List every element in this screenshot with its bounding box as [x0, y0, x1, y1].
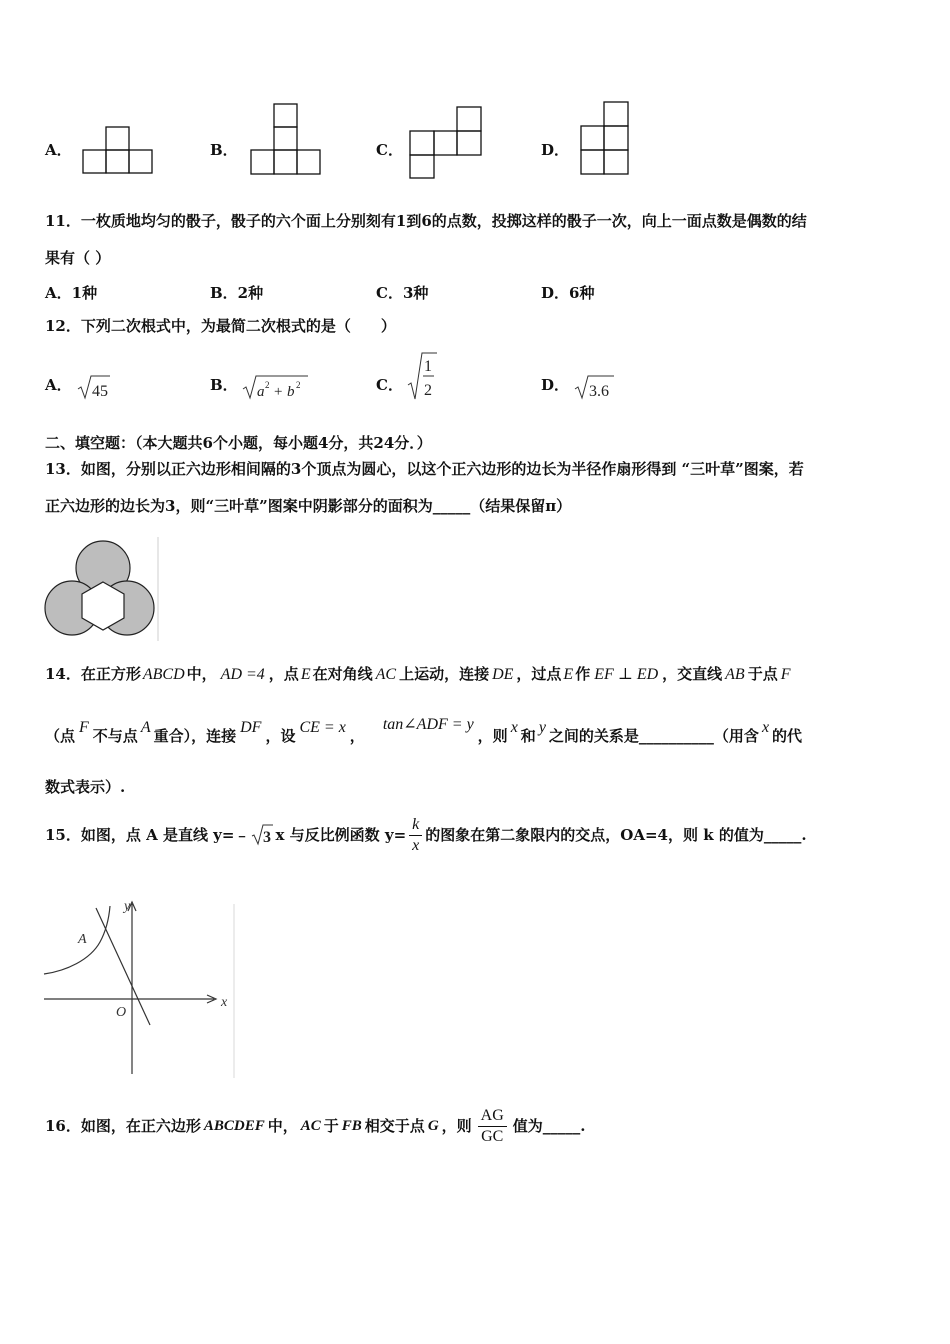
q12-option-b-base-b: b — [287, 384, 295, 400]
q15-text-2: x 与反比例函数 y= — [275, 826, 407, 844]
q15-stem — [45, 810, 807, 860]
q16-math-abcdef: ABCDEF — [203, 1118, 265, 1134]
q16-fraction-denominator: GC — [481, 1127, 504, 1145]
q12-option-c-denominator: 2 — [424, 382, 432, 399]
q15-origin-label: O — [116, 1005, 127, 1020]
q14-text-1: 14．在正方形 — [45, 665, 141, 683]
q10-option-c-figure — [409, 106, 483, 180]
q14-line3: 数式表示）. — [45, 778, 126, 796]
q16-math-g: G — [427, 1118, 439, 1134]
section-2-heading: 二、填空题：（本大题共6个小题，每小题4分，共24分．） — [45, 434, 432, 452]
q11-option-a: A．1种 — [45, 284, 98, 302]
q13-clover-figure — [43, 537, 159, 641]
q15-x-label: x — [221, 995, 228, 1010]
q15-text-1: 15．如图，点 A 是直线 y=﹣ — [45, 826, 250, 844]
q14-line2-text-e: ， — [349, 727, 365, 745]
q16-text-4: 相交于点 — [364, 1117, 425, 1135]
q16-stem — [45, 1100, 586, 1152]
q10-option-a-label: A． — [45, 141, 72, 159]
q16-text-1: 16．如图，在正六边形 — [45, 1117, 201, 1135]
q12-option-d-radicand: 3.6 — [589, 383, 609, 400]
q12-option-b-label: B． — [210, 376, 238, 394]
q11-option-d: D．6种 — [541, 284, 595, 302]
q15-fraction-numerator: k — [409, 815, 422, 836]
q14-math-e2: E — [563, 666, 574, 683]
q16-fraction-numerator: AG — [478, 1106, 507, 1127]
q14-line2-text-f: ，则 — [477, 727, 508, 745]
q16-math-fb: FB — [341, 1118, 362, 1134]
q11-option-c: C．3种 — [376, 284, 429, 302]
q16-text-5: ，则 — [441, 1117, 472, 1135]
q12-stem: 12．下列二次根式中，为最简二次根式的是（ ） — [45, 317, 396, 335]
q12-option-b-exp-b: 2 — [296, 380, 301, 390]
q14-math-ab: AB — [725, 666, 745, 683]
q12-option-c-label: C． — [376, 376, 403, 394]
q11-stem-line2: 果有（ ） — [45, 249, 111, 267]
q11-stem-line1: 11．一枚质地均匀的骰子，骰子的六个面上分别刻有1到6的点数，投掷这样的骰子一次，向上一面点数是偶数的结 — [45, 212, 807, 230]
q16-text-3: 于 — [323, 1117, 339, 1135]
q12-option-a-label: A． — [45, 376, 72, 394]
q14-math-ad: AD =4 — [220, 666, 265, 683]
q14-line2-text-c: 重合），连接 — [153, 727, 237, 745]
q14-math-e: E — [300, 666, 311, 683]
q12-option-b-exp-a: 2 — [265, 380, 270, 390]
q10-option-c-label: C． — [376, 141, 403, 159]
q14-line2-math-ce: CE = x — [299, 719, 346, 736]
q14-text-5: 上运动，连接 — [399, 665, 490, 683]
q14-math-f: F — [780, 666, 791, 683]
q15-point-a-label: A — [78, 932, 87, 947]
q14-line2-math-a: A — [140, 719, 151, 736]
q10-option-d-figure — [580, 101, 630, 177]
q12-option-a-radicand: 45 — [92, 383, 108, 400]
q10-option-b-figure — [250, 103, 322, 177]
q15-sqrt3 — [251, 823, 273, 847]
q14-line2-math-y: y — [538, 719, 546, 736]
q14-text-6: ，过点 — [516, 665, 562, 683]
q15-fraction — [409, 815, 422, 856]
q14-line2-math-x2: x — [761, 719, 770, 736]
q12-option-c-radical — [407, 351, 437, 403]
q16-math-ac: AC — [300, 1118, 321, 1134]
q14-line2-text-b: 不与点 — [92, 727, 138, 745]
q13-stem-line1: 13．如图，分别以正六边形相间隔的3个顶点为圆心，以这个正六边形的边长为半径作扇形得到 “三叶草”图案，若 — [45, 460, 804, 478]
q14-text-2: 中， — [186, 665, 217, 683]
q14-line2-text-g: 和 — [520, 727, 536, 745]
q14-line2-math-tan: tan∠ADF = y — [382, 716, 474, 733]
q14-line2-text-i: 的代 — [772, 727, 803, 745]
q14-text-8: ，交直线 — [662, 665, 723, 683]
q14-line2 — [45, 716, 803, 750]
q14-line2-text-a: （点 — [45, 727, 76, 745]
q14-line2-math-df: DF — [240, 719, 262, 736]
q14-math-ef-perp-ed: EF ⊥ ED — [594, 666, 659, 683]
q10-option-a-figure — [82, 126, 154, 176]
q15-y-label: y — [124, 899, 131, 914]
q15-graph — [44, 898, 238, 1078]
q14-line2-text-d: ，设 — [265, 727, 296, 745]
q14-line2-math-f: F — [79, 719, 89, 736]
q12-option-b-radical — [242, 374, 312, 402]
q12-option-d-radical — [574, 374, 616, 402]
q15-fraction-denominator: x — [412, 836, 420, 854]
q16-text-6: 值为_____. — [512, 1117, 586, 1135]
q14-line1 — [45, 664, 791, 685]
q14-text-7: 作 — [575, 665, 591, 683]
q14-math-de: DE — [492, 666, 514, 683]
q14-text-9: 于点 — [747, 665, 778, 683]
q12-option-b-plus: + — [274, 384, 283, 400]
q14-line2-math-x: x — [510, 719, 518, 736]
q16-fraction — [478, 1106, 507, 1147]
q12-option-c-numerator: 1 — [424, 358, 432, 375]
q14-text-4: 在对角线 — [312, 665, 373, 683]
q12-option-a-radical — [77, 374, 111, 402]
q12-option-d-label: D． — [541, 376, 570, 394]
q14-math-ac: AC — [375, 666, 397, 683]
q12-option-b-base-a: a — [257, 384, 265, 400]
q10-option-d-label: D． — [541, 141, 570, 159]
q14-text-3: ，点 — [268, 665, 299, 683]
q15-text-3: 的图象在第二象限内的交点，OA=4，则 k 的值为_____. — [425, 826, 807, 844]
q16-text-2: 中， — [267, 1117, 298, 1135]
q10-option-b-label: B． — [210, 141, 238, 159]
q14-math-abcd: ABCD — [142, 666, 185, 683]
q14-line2-text-h: 之间的关系是__________（用含 — [548, 727, 759, 745]
q15-sqrt3-radicand: 3 — [263, 829, 272, 846]
q13-stem-line2: 正六边形的边长为3，则“三叶草”图案中阴影部分的面积为_____（结果保留π） — [45, 497, 572, 515]
q11-option-b: B．2种 — [210, 284, 264, 302]
